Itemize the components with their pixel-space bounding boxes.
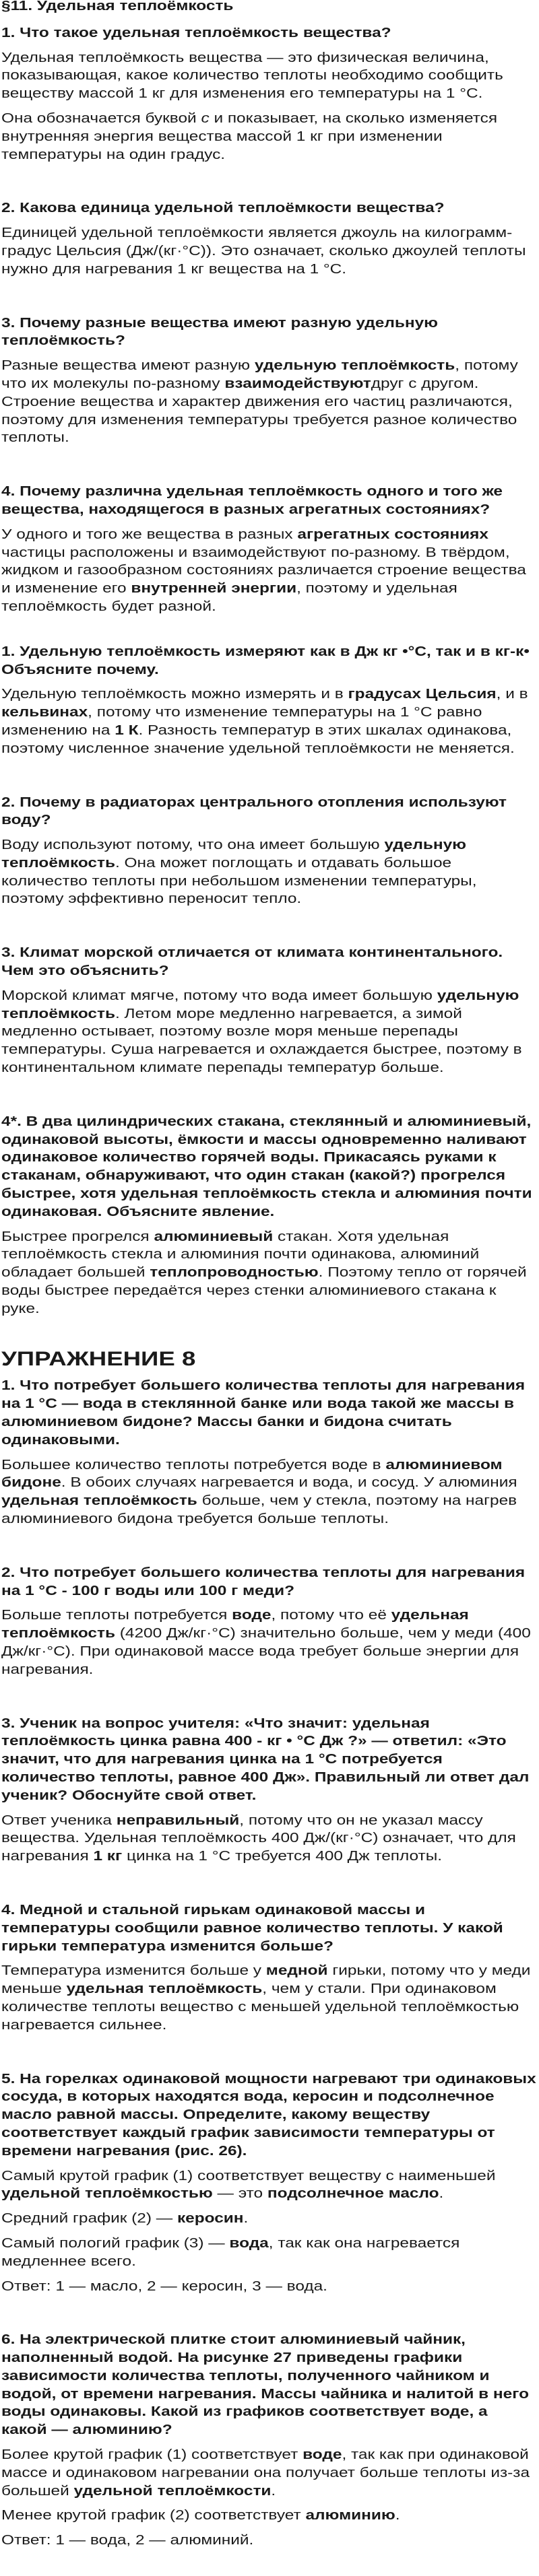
qa-section bbox=[1, 483, 537, 616]
answer-text: Больше теплоты потребуется bbox=[1, 1608, 232, 1623]
answer-paragraph bbox=[1, 2278, 537, 2296]
answer-paragraph bbox=[1, 685, 537, 757]
answer-text: Самый крутой график (1) соответствует веществу с наименьшей bbox=[1, 2168, 496, 2183]
answer-emphasis: алюминию bbox=[305, 2508, 395, 2523]
qa-section bbox=[1, 944, 537, 1077]
answer-emphasis: 1 кг bbox=[93, 1849, 123, 1864]
answer-text: Ответ ученика bbox=[1, 1812, 117, 1828]
answer-text: , так как при одинаковой массе и одинаковом нагревании она получает больше теплоты из-за большей bbox=[1, 2447, 530, 2499]
answer-text: друг с другом. Строение вещества и характер движения его частиц различаются, поэтому для изменения температуры требуется разное количество теплоты. bbox=[1, 376, 517, 446]
answer-text: . В обоих случаях нагревается и вода, и сосуд. У алюминия bbox=[61, 1475, 517, 1491]
answer-paragraph bbox=[1, 1606, 537, 1679]
answer-paragraph bbox=[1, 1228, 537, 1318]
answer-text: (4200 Дж/кг·°С) значительно больше, чем у меди (400 Дж/кг·°С). При одинаковой массе вода требует больше энергии для нагревания. bbox=[1, 1626, 531, 1677]
answer-text: больше, чем у стекла, поэтому на нагрев алюминиевого бидона требуется больше теплоты. bbox=[1, 1493, 517, 1526]
answer-paragraph bbox=[1, 2167, 537, 2204]
answer-emphasis: удельной теплоёмкости bbox=[73, 2483, 272, 2499]
answer-symbol: c bbox=[201, 110, 210, 126]
answer-text: — это bbox=[212, 2186, 267, 2202]
answer-paragraph bbox=[1, 836, 537, 908]
answer-paragraph bbox=[1, 2235, 537, 2271]
answer-emphasis: алюминиевом бидоне bbox=[1, 1457, 503, 1491]
answer-emphasis: алюминиевый bbox=[154, 1229, 274, 1244]
answer-text: . bbox=[271, 2483, 276, 2499]
qa-section bbox=[1, 1715, 537, 1866]
question-text: 5. На горелках одинаковой мощности нагревают три одинаковых сосуда, в которых находятся вода, керосин и подсолнечное масло равной массы. Определите, какому веществу соответствует каждый график зависимости температуры от времени нагревания (рис. 26). bbox=[1, 2071, 536, 2159]
question-text: 4*. В два цилиндрических стакана, стеклянный и алюминиевый, одинаковой высоты, ёмкости и массы одновременно наливают одинаковое количество горячей воды. Прикасаясь руками к стаканам, обнаруживают, что один стакан (какой?) прогрелся быстрее, хотя удельная теплоёмкость стекла и алюминия почти одинаковая. Объясните явление. bbox=[1, 1114, 532, 1219]
answer-text: Менее крутой график (2) соответствует bbox=[1, 2508, 306, 2523]
question-text: 1. Удельную теплоёмкость измеряют как в Дж кг •°С, так и в кг-к• Объясните почему. bbox=[1, 644, 530, 677]
answer-text: Разные вещества имеют разную bbox=[1, 358, 255, 374]
answer-text: Воду используют потому, что она имеет большую bbox=[1, 838, 385, 853]
answer-text: . Разность температур в этих шкалах одинакова, поэтому численное значение удельной теплоёмкости не меняется. bbox=[1, 722, 515, 756]
page-title: §11. Удельная теплоёмкость bbox=[1, 0, 234, 13]
answer-emphasis: вода bbox=[229, 2235, 269, 2251]
answer-text: Ответ: 1 — вода, 2 — алюминий. bbox=[1, 2533, 254, 2548]
answer-text: Она обозначается буквой bbox=[1, 110, 201, 126]
answer-text: , поэтому и удельная теплоёмкость будет разной. bbox=[1, 581, 457, 614]
answer-text: цинка на 1 °С требуется 400 Дж теплоты. bbox=[122, 1849, 443, 1864]
answer-emphasis: подсолнечное масло bbox=[267, 2186, 439, 2202]
question-text: 4. Медной и стальной гирькам одинаковой массы и температуры сообщили равное количество теплоты. У какой гирьки температура изменится больше? bbox=[1, 1902, 503, 1954]
answer-emphasis: агрегатных состояниях bbox=[297, 527, 488, 542]
answer-emphasis: удельную теплоёмкость bbox=[254, 358, 455, 374]
qa-section bbox=[1, 1901, 537, 2035]
answer-text: Морской климат мягче, потому что вода имеет большую bbox=[1, 988, 437, 1003]
answer-emphasis: теплопроводностью bbox=[150, 1265, 319, 1281]
answer-text: . bbox=[395, 2508, 400, 2523]
qa-section bbox=[1, 1377, 537, 1528]
question-text: 2. Что потребует большего количества теплоты для нагревания на 1 °С - 100 г воды или 100 г меди? bbox=[1, 1565, 526, 1598]
question-text: 1. Что потребует большего количества теплоты для нагревания на 1 °С — вода в стеклянной банке или вода такой же массы в алюминиевом бидоне? Массы банки и бидона считать одинаковыми. bbox=[1, 1378, 526, 1448]
answer-paragraph bbox=[1, 2210, 537, 2228]
answer-text: , потому что её bbox=[271, 1608, 391, 1623]
qa-section bbox=[1, 2331, 537, 2550]
answer-text: . Летом море медленно нагревается, а зимой медленно остывает, поэтому возле моря меньше перепады температуры. Суша нагревается и охлаждается быстрее, поэтому в континентальном климате перепады температур больше. bbox=[1, 1006, 522, 1076]
answer-emphasis: 1 К bbox=[115, 722, 139, 738]
answer-paragraph bbox=[1, 2532, 537, 2550]
question-text: 6. На электрической плитке стоит алюминиевый чайник, наполненный водой. На рисунке 27 приведены графики зависимости количества теплоты, полученного чайником и водой, от времени нагревания. Массы чайника и налитой в него воды одинаковы. Какой из графиков соответствует воде, а какой — алюминию? bbox=[1, 2332, 529, 2438]
answer-emphasis: удельную теплоёмкость bbox=[1, 988, 519, 1021]
answer-emphasis: удельная теплоёмкость bbox=[1, 1608, 469, 1641]
answer-emphasis: удельная теплоёмкость bbox=[1, 1493, 197, 1509]
exercise-heading: УПРАЖНЕНИЕ 8 bbox=[1, 1347, 196, 1370]
qa-section bbox=[1, 199, 537, 278]
answer-text: Удельная теплоёмкость вещества — это физическая величина, показывающая, какое количество теплоты необходимо сообщить веществу массой 1 кг для изменения его температуры на 1 °С. bbox=[1, 50, 503, 102]
answer-emphasis: удельная теплоёмкость bbox=[66, 1981, 263, 1997]
answer-paragraph bbox=[1, 2446, 537, 2500]
answer-emphasis: кельвинах bbox=[1, 705, 88, 720]
answer-text: . Поэтому тепло от горячей воды быстрее передаётся через стенки алюминиевого стакана к руке. bbox=[1, 1265, 527, 1316]
answer-emphasis: взаимодействуют bbox=[224, 376, 371, 391]
answer-emphasis: воде bbox=[232, 1608, 272, 1623]
qa-section bbox=[1, 794, 537, 909]
answer-text: Температура изменится больше у bbox=[1, 1963, 266, 1979]
answer-text: У одного и того же вещества в разных bbox=[1, 527, 298, 542]
answer-paragraph bbox=[1, 49, 537, 103]
qa-section bbox=[1, 2070, 537, 2296]
qa-section bbox=[1, 643, 537, 758]
answer-emphasis: внутренней энергии bbox=[131, 581, 297, 597]
answer-paragraph bbox=[1, 110, 537, 164]
question-text: 4. Почему различна удельная теплоёмкость одного и того же вещества, находящегося в разных агрегатных состояниях? bbox=[1, 484, 503, 517]
qa-section bbox=[1, 314, 537, 448]
answer-paragraph bbox=[1, 224, 537, 278]
answer-text: гирьки, потому что у меди меньше bbox=[1, 1963, 531, 1997]
question-text: 3. Климат морской отличается от климата континентального. Чем это объяснить? bbox=[1, 945, 503, 979]
question-text: 3. Почему разные вещества имеют разную удельную теплоёмкость? bbox=[1, 315, 438, 349]
qa-section bbox=[1, 1564, 537, 1679]
answer-text: Большее количество теплоты потребуется воде в bbox=[1, 1457, 386, 1472]
answer-text: . bbox=[243, 2211, 249, 2227]
answer-paragraph bbox=[1, 526, 537, 616]
answer-text: , чем у стали. При одинаковом количестве теплоты вещество с меньшей удельной теплоёмкостью нагревается сильнее. bbox=[1, 1981, 519, 2033]
section-theory-questions bbox=[1, 24, 537, 616]
qa-section bbox=[1, 24, 537, 164]
answer-text: Самый пологий график (3) — bbox=[1, 2235, 230, 2251]
answer-paragraph bbox=[1, 357, 537, 447]
answer-paragraph bbox=[1, 1456, 537, 1528]
answer-text: Быстрее прогрелся bbox=[1, 1229, 154, 1244]
answer-text: и показывает, на сколько изменяется внутренняя энергия вещества массой 1 кг при изменении температуры на один градус. bbox=[1, 110, 498, 162]
answer-text: Единицей удельной теплоёмкости является джоуль на килограмм-градус Цельсия (Дж/(кг·°С)). Это означает, сколько джоулей теплоты нужно для нагревания 1 кг вещества на 1 °С. bbox=[1, 226, 526, 277]
answer-paragraph bbox=[1, 1962, 537, 2034]
answer-text: Средний график (2) — bbox=[1, 2211, 177, 2227]
answer-text: . bbox=[439, 2186, 444, 2202]
qa-section bbox=[1, 1113, 537, 1318]
answer-text: , потому что изменение температуры на 1 °С равно изменению на bbox=[1, 705, 482, 738]
answer-text: Более крутой график (1) соответствует bbox=[1, 2447, 303, 2463]
answer-emphasis: воде bbox=[303, 2447, 342, 2463]
answer-text: , потому что он не указал массу вещества. Удельная теплоёмкость 400 Дж/(кг·°С) означает, что для нагревания bbox=[1, 1812, 516, 1864]
question-text: 2. Почему в радиаторах центрального отопления используют воду? bbox=[1, 794, 507, 828]
answer-text: стакан. Хотя удельная теплоёмкость стекла и алюминия почти одинакова, алюминий обладает большей bbox=[1, 1229, 480, 1281]
answer-text: Ответ: 1 — масло, 2 — керосин, 3 — вода. bbox=[1, 2278, 327, 2294]
answer-text: частицы расположены и взаимодействуют по-разному. В твёрдом, жидком и газообразном состояниях различается строение вещества и изменение его bbox=[1, 545, 526, 597]
answer-text: , и в bbox=[496, 687, 528, 702]
answer-text: , потому что их молекулы по-разному bbox=[1, 358, 518, 391]
exercise-block bbox=[1, 1347, 537, 2550]
answer-paragraph bbox=[1, 2507, 537, 2525]
answer-text: , так как она нагревается медленнее всего. bbox=[1, 2235, 460, 2269]
question-text: 1. Что такое удельная теплоёмкость вещества? bbox=[1, 25, 391, 40]
answer-text: . Она может поглощать и отдавать большое количество теплоты при небольшом изменении температуры, поэтому эффективно переносит тепло. bbox=[1, 855, 477, 907]
answer-emphasis: медной bbox=[265, 1963, 328, 1979]
answer-emphasis: удельной теплоёмкостью bbox=[1, 2186, 213, 2202]
answer-emphasis: удельную теплоёмкость bbox=[1, 838, 467, 871]
answer-emphasis: неправильный bbox=[116, 1812, 240, 1828]
question-text: 2. Какова единица удельной теплоёмкости вещества? bbox=[1, 201, 445, 216]
answer-paragraph bbox=[1, 987, 537, 1077]
answer-emphasis: градусах Цельсия bbox=[348, 687, 497, 702]
section-extra-questions bbox=[1, 643, 537, 1318]
question-text: 3. Ученик на вопрос учителя: «Что значит: удельная теплоёмкость цинка равна 400 - кг • °С Дж ?» — ответил: «Это значит, что для нагревания цинка на 1 °С потребуется количество теплоты, равное 400 Дж». Правильный ли ответ дал ученик? Обоснуйте свой ответ. bbox=[1, 1716, 530, 1803]
answer-text: Удельную теплоёмкость можно измерять и в bbox=[1, 687, 348, 702]
document bbox=[1, 0, 537, 2556]
answer-emphasis: керосин bbox=[177, 2211, 244, 2227]
exercise-items bbox=[1, 1377, 537, 2550]
answer-paragraph bbox=[1, 1812, 537, 1866]
